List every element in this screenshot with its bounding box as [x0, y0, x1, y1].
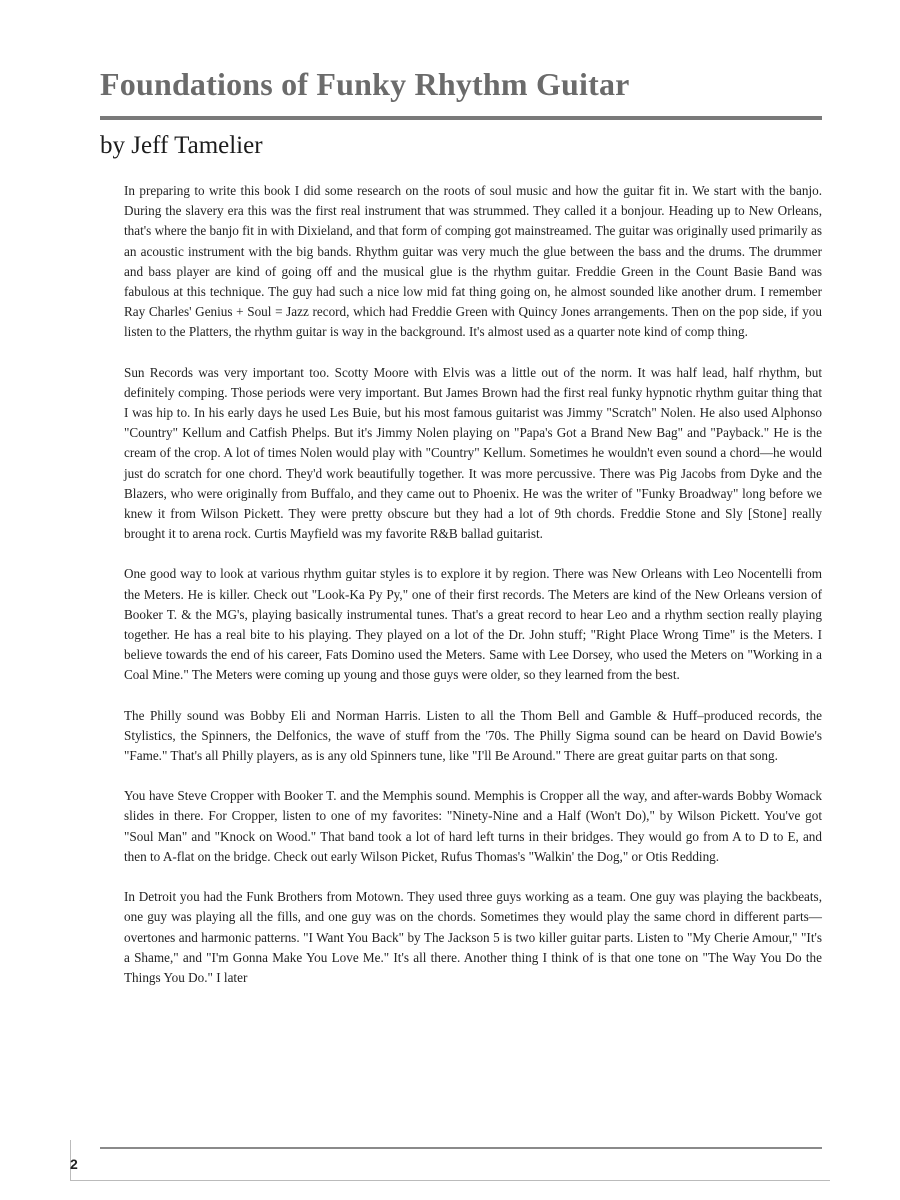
- page-title: Foundations of Funky Rhythm Guitar: [100, 66, 630, 102]
- article-body: [124, 181, 822, 988]
- paragraph: You have Steve Cropper with Booker T. and the Memphis sound. Memphis is Cropper all the way, and after-wards Bobby Womack slides in there. For Cropper, listen to one of my favorites: "Ninety-Nine and a Half (Won't Do)," by Wilson Pickett. You've got "Soul Man" and "Knock on Wood." That band took a lot of hard left turns in their bridges. They would go from A to D to E, and then to A-flat on the bridge. Check out early Wilson Picket, Rufus Thomas's "Walkin' the Dog," or Otis Redding.: [124, 788, 822, 864]
- paragraph: Sun Records was very important too. Scotty Moore with Elvis was a little out of the norm. It was half lead, half rhythm, but definitely comping. Those periods were very important. But James Brown had the first real funky hypnotic rhythm guitar thing that I was hip to. In his early days he used Les Buie, but his most famous guitarist was Jimmy "Scratch" Nolen. He also used Alphonso "Country" Kellum and Catfish Phelps. But it's Jimmy Nolen playing on "Papa's Got a Brand New Bag" and "Payback." He is the cream of the crop. A lot of times Nolen would play with "Country" Kellum. Sometimes he wouldn't even sound a chord—he would just do scratch for one chord. They'd work beautifully together. It was more percussive. There was Pig Jacobs from Dyke and the Blazers, who were originally from Buffalo, and they came out to Phoenix. He was the writer of "Funky Broadway" long before we knew it from Wilson Pickett. They were pretty obscure but they had a lot of 9th chords. Freddie Stone and Sly [Stone] really brought it to arena rock. Curtis Mayfield was my favorite R&B ballad guitarist.: [124, 364, 822, 542]
- title-divider: [100, 116, 822, 120]
- paragraph: In preparing to write this book I did some research on the roots of soul music and how the guitar fit in. We start with the banjo. During the slavery era this was the first real instrument that was strummed. They called it a bonjour. Heading up to New Orleans, that's where the banjo fit in with Dixieland, and that form of comping got mainstreamed. The guitar was originally used primarily as an acoustic instrument with the big bands. Rhythm guitar was very much the glue between the bass and the drums. The drummer and bass player are kind of going off and the musical glue is the rhythm guitar. Freddie Green in the Count Basie Band was fabulous at this technique. The guy had such a nice low mid fat thing going on, he almost sounded like another drum. I remember Ray Charles' Genius + Soul = Jazz record, which had Freddie Green with Quincy Jones arrangements. Then on the pop side, if you listen to the Platters, the rhythm guitar is way in the background. It's almost used as a quarter note kind of comp thing.: [124, 183, 822, 340]
- page-number: 2: [70, 1156, 78, 1172]
- footer-bottom-line: [70, 1180, 830, 1181]
- paragraph: In Detroit you had the Funk Brothers from Motown. They used three guys working as a team. One guy was playing the backbeats, one guy was playing all the fills, and one guy was on the chords. Sometimes they would play the same chord in different parts—overtones and harmonic patterns. "I Want You Back" by The Jackson 5 is two killer guitar parts. Listen to "My Cherie Amour," "It's a Shame," and "I'm Gonna Make You Love Me." It's all there. Another thing I think of is that one tone on "The Way You Do the Things You Do." I later: [124, 889, 822, 985]
- paragraph: One good way to look at various rhythm guitar styles is to explore it by region. There was New Orleans with Leo Nocentelli from the Meters. He is killer. Check out "Look-Ka Py Py," one of their first records. The Meters are kind of the New Orleans version of Booker T. & the MG's, playing basically instrumental tunes. That's a great record to hear Leo and a rhythm section really playing together. He has a real bite to his playing. They played on a lot of the Dr. John stuff; "Right Place Wrong Time" is the Meters. I believe towards the end of his career, Fats Domino used the Meters. Same with Lee Dorsey, who used the Meters on "Working in a Coal Mine." The Meters were coming up young and those guys were older, so they learned from the best.: [124, 566, 822, 683]
- footer-divider: [100, 1147, 822, 1149]
- paragraph: The Philly sound was Bobby Eli and Norman Harris. Listen to all the Thom Bell and Gamble & Huff–produced records, the Stylistics, the Spinners, the Delfonics, the wave of stuff from the '70s. The Philly Sigma sound can be heard on David Bowie's "Fame." That's all Philly players, as is any old Spinners tune, like "I'll Be Around." There are great guitar parts on that song.: [124, 707, 822, 764]
- author-byline: by Jeff Tamelier: [100, 132, 263, 159]
